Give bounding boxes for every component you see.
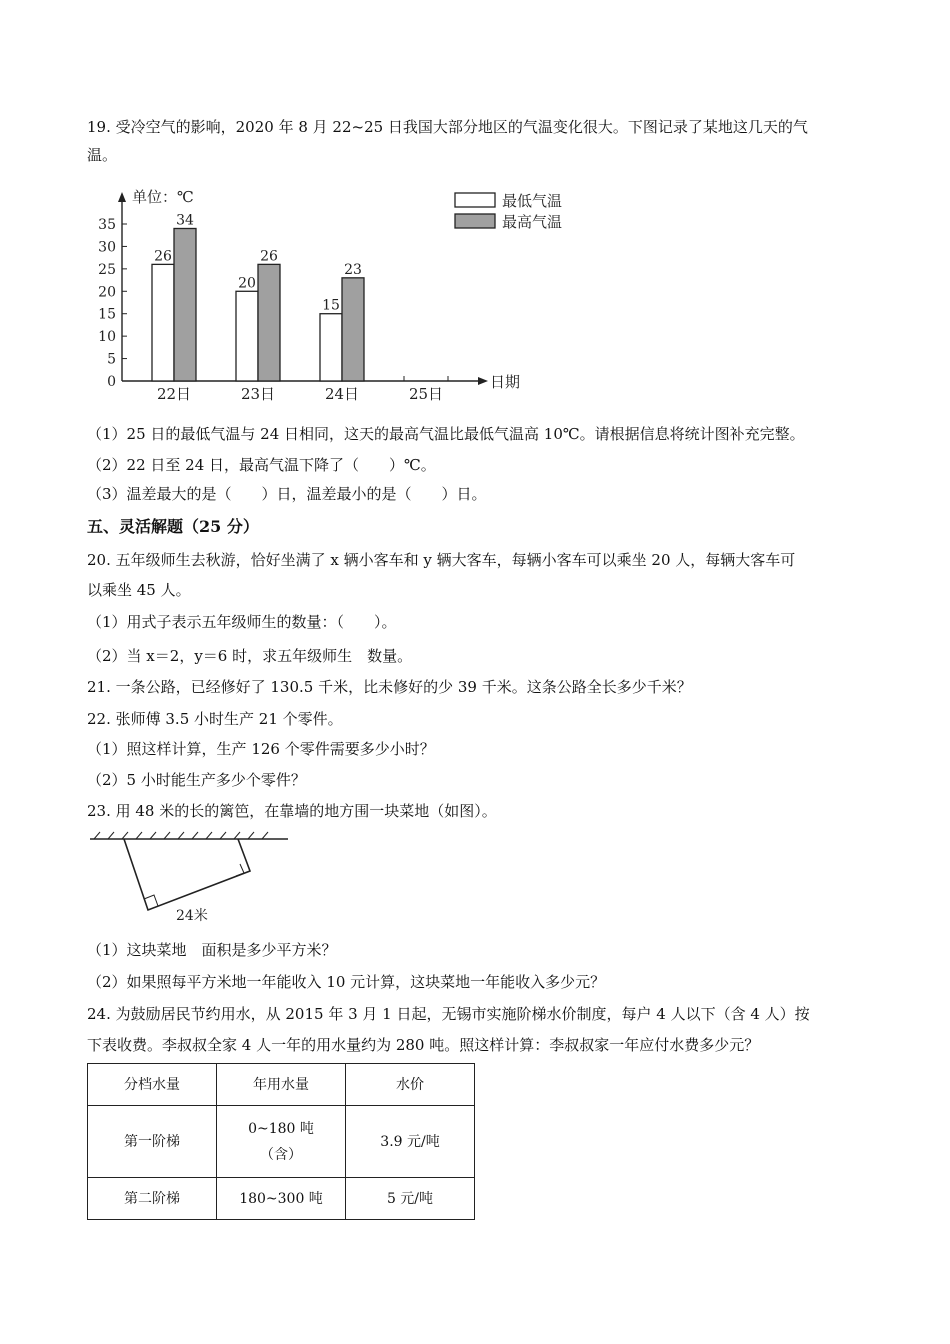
q20-sub2: （2）当 x＝2，y＝6 时，求五年级师生 数量。 xyxy=(87,647,413,665)
y-tick-label: 25 xyxy=(98,261,116,278)
q23-sub2: （2）如果照每平方米地一年能收入 10 元计算，这块菜地一年能收入多少元？ xyxy=(87,973,606,991)
table-cell-usage xyxy=(217,1106,346,1178)
water-price-table xyxy=(87,1063,475,1220)
y-tick-label: 35 xyxy=(98,217,116,233)
y-tick-label: 15 xyxy=(98,306,116,323)
figure-length-label: 24米 xyxy=(176,908,208,924)
y-tick-label: 0 xyxy=(107,374,116,390)
q20-stem-line2: 以乘坐 45 人。 xyxy=(87,581,191,599)
table-cell-tier: 第一阶梯 xyxy=(88,1106,217,1178)
x-tick-label: 23日 xyxy=(240,385,276,403)
q22-sub2: （2）5 小时能生产多少个零件？ xyxy=(87,771,306,789)
table-header-cell: 分档水量 xyxy=(88,1064,217,1106)
x-axis-arrow xyxy=(478,377,488,385)
x-tick-label: 24日 xyxy=(324,385,360,403)
q23-sub1: （1）这块菜地 面积是多少平方米？ xyxy=(87,941,337,959)
table-header-cell: 水价 xyxy=(346,1064,475,1106)
table-cell-tier: 第二阶梯 xyxy=(88,1178,217,1220)
bar-data-label: 26 xyxy=(154,248,172,265)
y-axis-arrow xyxy=(118,192,126,202)
bar xyxy=(258,264,280,381)
table-row xyxy=(88,1106,475,1178)
temperature-bar-chart xyxy=(90,180,563,408)
bar xyxy=(320,314,342,381)
q22-stem: 22. 张师傅 3.5 小时生产 21 个零件。 xyxy=(87,710,343,728)
legend-label: 最高气温 xyxy=(502,213,563,231)
bar xyxy=(236,291,258,381)
q19-stem-line1: 19. 受冷空气的影响，2020 年 8 月 22~25 日我国大部分地区的气温变化很大。下图记录了某地这几天的气 xyxy=(87,118,808,136)
y-axis-unit-label: 单位：℃ xyxy=(132,188,194,206)
bar xyxy=(174,228,196,381)
usage-note: （含） xyxy=(260,1146,302,1163)
x-tick-label: 22日 xyxy=(156,385,192,403)
table-header-cell: 年用水量 xyxy=(217,1064,346,1106)
table-cell-usage: 180~300 吨 xyxy=(217,1178,346,1220)
x-axis-label: 日期 xyxy=(490,373,521,391)
x-tick-label: 25日 xyxy=(408,385,444,403)
q23-stem: 23. 用 48 米的长的篱笆，在靠墙的地方围一块菜地（如图）。 xyxy=(87,802,497,820)
legend-label: 最低气温 xyxy=(502,192,563,210)
section-five-title: 五、灵活解题（25 分） xyxy=(87,517,259,536)
bar xyxy=(152,264,174,381)
y-tick-label: 20 xyxy=(98,284,116,301)
q22-sub1: （1）照这样计算，生产 126 个零件需要多少小时？ xyxy=(87,740,435,758)
q19-sub1: （1）25 日的最低气温与 24 日相同，这天的最高气温比最低气温高 10℃。请根据信息将统计图补充完整。 xyxy=(87,425,805,443)
bar-data-label: 26 xyxy=(260,248,278,265)
y-tick-label: 10 xyxy=(98,329,116,346)
table-header-row xyxy=(88,1064,475,1106)
y-tick-label: 30 xyxy=(98,239,116,256)
bar-data-label: 20 xyxy=(238,275,256,292)
bar-data-label: 23 xyxy=(344,261,362,278)
q19-sub3: （3）温差最大的是（ ）日，温差最小的是（ ）日。 xyxy=(87,485,487,503)
y-tick-label: 5 xyxy=(107,351,116,368)
vegetable-plot-figure xyxy=(88,828,298,928)
bar-data-label: 15 xyxy=(322,297,340,314)
table-cell-price: 3.9 元/吨 xyxy=(346,1106,475,1178)
legend-swatch xyxy=(455,193,495,207)
usage-range: 0~180 吨 xyxy=(248,1120,314,1137)
bar-data-label: 34 xyxy=(176,212,194,229)
bar xyxy=(342,278,364,381)
q21-stem: 21. 一条公路，已经修好了 130.5 千米，比未修好的少 39 千米。这条公路全长多少千米？ xyxy=(87,678,692,696)
legend-swatch xyxy=(455,214,495,228)
q19-sub2: （2）22 日至 24 日，最高气温下降了（ ）℃。 xyxy=(87,456,436,474)
q24-stem-line1: 24. 为鼓励居民节约用水，从 2015 年 3 月 1 日起，无锡市实施阶梯水价制度，每户 4 人以下（含 4 人）按 xyxy=(87,1005,810,1023)
q20-sub1: （1）用式子表示五年级师生的数量：（ ）。 xyxy=(87,613,397,631)
table-row xyxy=(88,1178,475,1220)
q24-stem-line2: 下表收费。李叔叔全家 4 人一年的用水量约为 280 吨。照这样计算：李叔叔家一年应付水费多少元？ xyxy=(87,1036,760,1054)
q19-stem-line2: 温。 xyxy=(87,146,118,164)
q20-stem-line1: 20. 五年级师生去秋游，恰好坐满了 x 辆小客车和 y 辆大客车，每辆小客车可以乘坐 20 人，每辆大客车可 xyxy=(87,551,796,569)
table-cell-price: 5 元/吨 xyxy=(346,1178,475,1220)
